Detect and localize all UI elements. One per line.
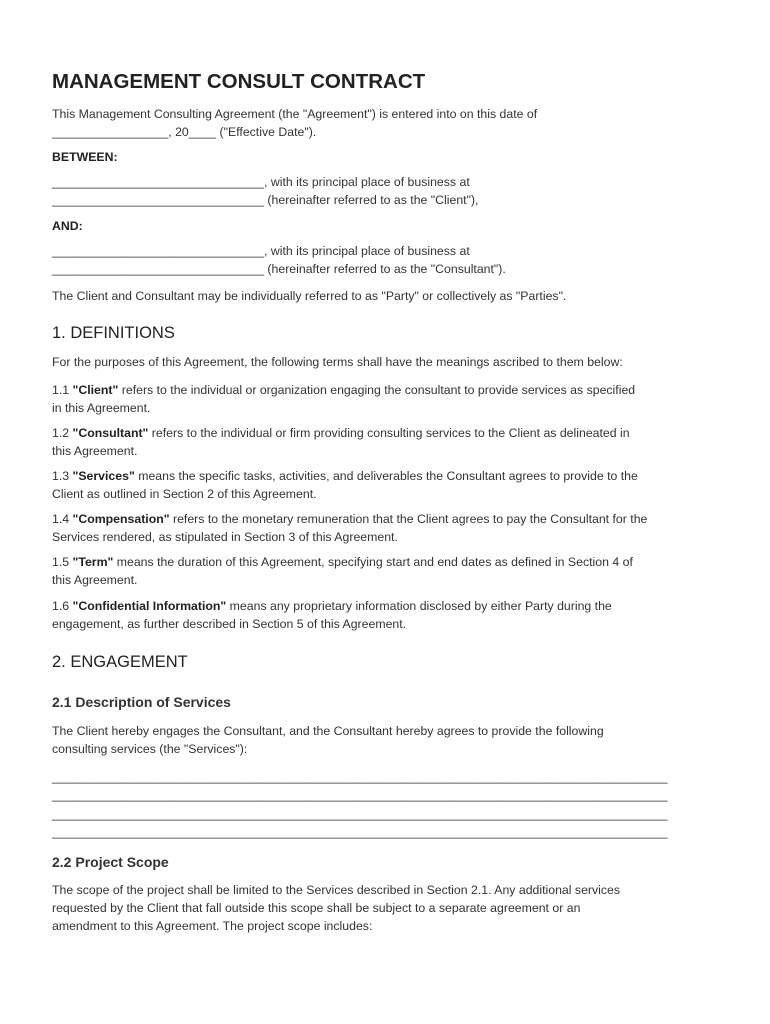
definition-term: "Client" <box>72 383 119 397</box>
definition-text: means the specific tasks, activities, and deliverables the Consultant agrees to provide to the <box>134 469 638 483</box>
paragraph-line: requested by the Client that fall outside this scope shall be subject to a separate agreement or an <box>52 901 581 915</box>
definition-term: "Confidential Information" <box>72 599 227 613</box>
scope-paragraph <box>52 881 620 935</box>
consultant-block <box>52 242 506 278</box>
intro-paragraph <box>52 105 537 141</box>
definition-number: 1.5 <box>52 555 73 569</box>
paragraph-line: The scope of the project shall be limited to the Services described in Section 2.1. Any additional services <box>52 883 621 897</box>
client-line: _______________________________ (hereinafter referred to as the "Client"), <box>52 193 479 207</box>
between-label: BETWEEN: <box>52 150 118 164</box>
definition-item <box>52 597 612 633</box>
blank-line: __________________________________________________________________________________________ <box>52 770 668 784</box>
definition-item <box>52 467 638 503</box>
paragraph-line: amendment to this Agreement. The project scope includes: <box>52 919 373 933</box>
definition-line <box>52 424 630 442</box>
document-title: MANAGEMENT CONSULT CONTRACT <box>52 70 426 93</box>
definition-number: 1.4 <box>52 512 73 526</box>
definition-item <box>52 510 647 546</box>
definition-term: "Services" <box>72 469 135 483</box>
definition-text: engagement, as further described in Section 5 of this Agreement. <box>52 617 407 631</box>
definition-text: this Agreement. <box>52 444 138 458</box>
section-heading-engagement: 2. ENGAGEMENT <box>52 653 188 671</box>
definition-text: refers to the individual or organization engaging the consultant to provide services as specified <box>118 383 636 397</box>
parties-paragraph: The Client and Consultant may be individually referred to as "Party" or collectively as "Parties". <box>52 289 567 303</box>
definition-text: this Agreement. <box>52 573 138 587</box>
blank-line: __________________________________________________________________________________________ <box>52 824 668 839</box>
definition-line <box>52 553 633 571</box>
definition-line <box>52 467 638 485</box>
definition-number: 1.6 <box>52 599 73 613</box>
definition-text: in this Agreement. <box>52 401 151 415</box>
intro-line: _________________, 20____ ("Effective Date"). <box>52 125 317 139</box>
definition-number: 1.3 <box>52 469 73 483</box>
and-label: AND: <box>52 219 83 233</box>
definition-number: 1.2 <box>52 426 73 440</box>
client-line: _______________________________, with its principal place of business at <box>52 175 470 189</box>
definition-text: Client as outlined in Section 2 of this Agreement. <box>52 487 317 501</box>
definition-term: "Compensation" <box>72 512 170 526</box>
definition-number: 1.1 <box>52 383 73 397</box>
definition-item <box>52 553 633 589</box>
subheading-project-scope: 2.2 Project Scope <box>52 854 169 870</box>
intro-line: This Management Consulting Agreement (the "Agreement") is entered into on this date of <box>52 107 538 121</box>
definition-term: "Term" <box>72 555 114 569</box>
definition-text: refers to the individual or firm providing consulting services to the Client as delineated in <box>148 426 630 440</box>
definition-line <box>52 597 612 615</box>
services-blank-lines <box>52 768 668 841</box>
definition-item <box>52 381 635 417</box>
definition-text: Services rendered, as stipulated in Section 3 of this Agreement. <box>52 530 398 544</box>
consultant-line: _______________________________ (hereinafter referred to as the "Consultant"). <box>52 262 506 276</box>
paragraph-line: consulting services (the "Services"): <box>52 742 248 756</box>
definition-text: refers to the monetary remuneration that the Client agrees to pay the Consultant for the <box>169 512 648 526</box>
definition-item <box>52 424 630 460</box>
services-paragraph <box>52 722 604 758</box>
blank-line: __________________________________________________________________________________________ <box>52 788 668 803</box>
definition-text: means the duration of this Agreement, specifying start and end dates as defined in Section 4 of <box>113 555 633 569</box>
subheading-description-of-services: 2.1 Description of Services <box>52 694 231 710</box>
consultant-line: _______________________________, with its principal place of business at <box>52 244 470 258</box>
definition-line <box>52 510 647 528</box>
blank-line: __________________________________________________________________________________________ <box>52 806 668 821</box>
client-block <box>52 173 478 209</box>
definition-term: "Consultant" <box>72 426 149 440</box>
section-heading-definitions: 1. DEFINITIONS <box>52 324 175 342</box>
definition-text: means any proprietary information disclosed by either Party during the <box>226 599 612 613</box>
definition-line <box>52 381 635 399</box>
definitions-intro: For the purposes of this Agreement, the following terms shall have the meanings ascribed to them below: <box>52 355 623 369</box>
paragraph-line: The Client hereby engages the Consultant, and the Consultant hereby agrees to provide the following <box>52 724 604 738</box>
